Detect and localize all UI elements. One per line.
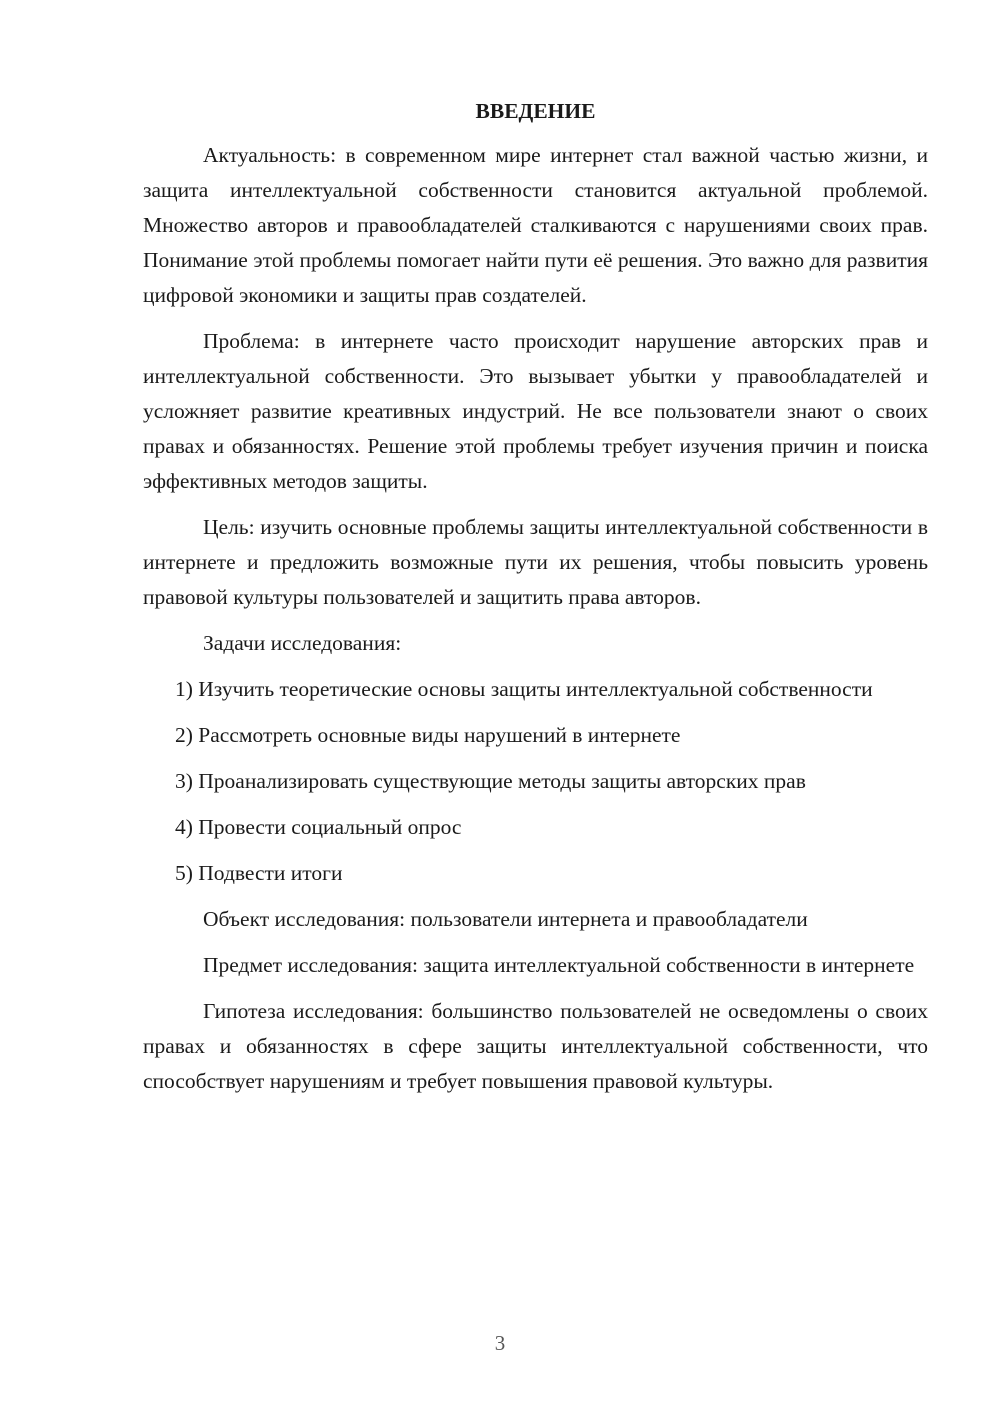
tasks-title: Задачи исследования:	[203, 631, 402, 655]
task-item: 2) Рассмотреть основные виды нарушений в интернете	[175, 723, 681, 747]
goal-paragraph: Цель: изучить основные проблемы защиты интеллектуальной собственности в интернете и предложить возможные пути их решения, чтобы повысить уровень правовой культуры пользователей и защитить права авторов.	[143, 515, 928, 609]
relevance-paragraph: Актуальность: в современном мире интернет стал важной частью жизни, и защита интеллектуальной собственности становится актуальной проблемой. Множество авторов и правообладателей сталкиваются с нарушениями своих прав. Понимание этой проблемы помогает найти пути её решения. Это важно для развития цифровой экономики и защиты прав создателей.	[143, 143, 928, 307]
page-number: 3	[494, 1331, 506, 1355]
tasks-list	[143, 672, 928, 891]
hypothesis-paragraph: Гипотеза исследования: большинство пользователей не осведомлены о своих правах и обязанностях в сфере защиты интеллектуальной собственности, что способствует нарушениям и требует повышения правовой культуры.	[143, 999, 928, 1093]
task-item: 3) Проанализировать существующие методы защиты авторских прав	[175, 769, 806, 793]
section-heading: ВВЕДЕНИЕ	[475, 99, 596, 123]
document-page	[143, 95, 928, 1110]
object-paragraph: Объект исследования: пользователи интернета и правообладатели	[203, 907, 808, 931]
task-item: 1) Изучить теоретические основы защиты интеллектуальной собственности	[175, 677, 873, 701]
task-item: 5) Подвести итоги	[175, 861, 343, 885]
subject-paragraph: Предмет исследования: защита интеллектуальной собственности в интернете	[203, 953, 915, 977]
task-item: 4) Провести социальный опрос	[175, 815, 462, 839]
problem-paragraph: Проблема: в интернете часто происходит нарушение авторских прав и интеллектуальной собственности. Это вызывает убытки у правообладателей и усложняет развитие креативных индустрий. Не все пользователи знают о своих правах и обязанностях. Решение этой проблемы требует изучения причин и поиска эффективных методов защиты.	[143, 329, 928, 493]
